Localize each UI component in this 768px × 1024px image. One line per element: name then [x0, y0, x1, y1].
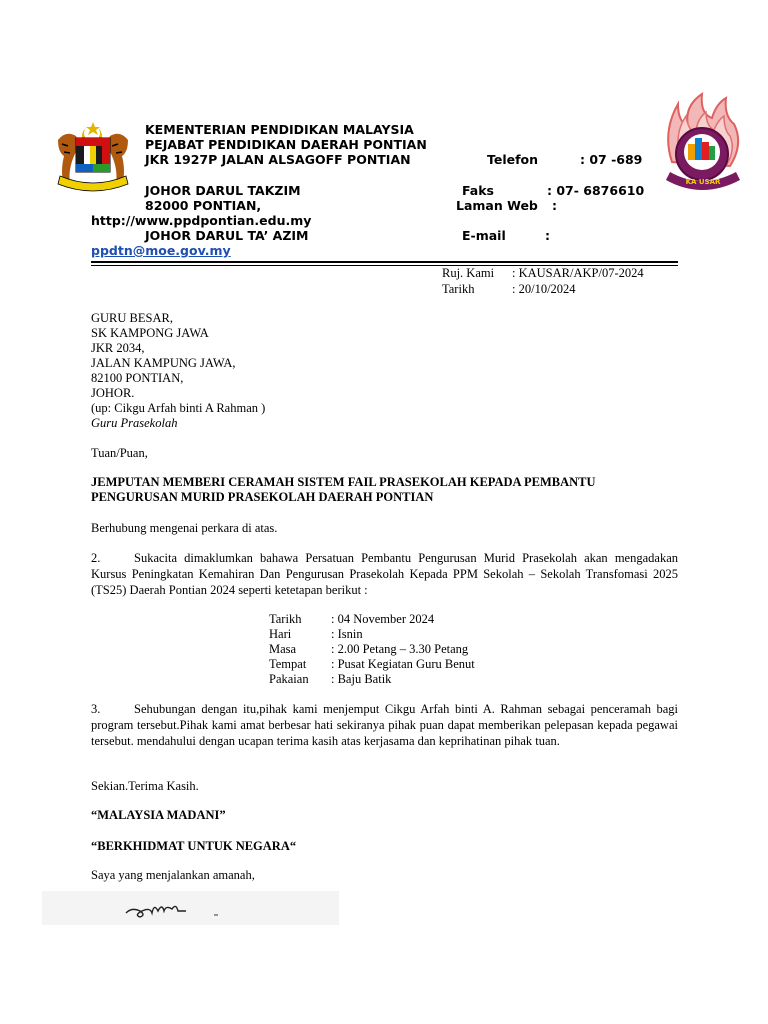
detail-value: : Pusat Kegiatan Guru Benut	[331, 657, 475, 671]
paragraph-2	[91, 550, 678, 598]
ruj-value: : KAUSAR/AKP/07-2024	[512, 266, 644, 280]
subject-line: PENGURUSAN MURID PRASEKOLAH DAERAH PONTIAN	[91, 490, 434, 504]
email-link[interactable]: ppdtn@moe.gov.my	[91, 243, 231, 258]
office-state: JOHOR DARUL TAKZIM	[145, 183, 301, 198]
office-postcode: 82000 PONTIAN,	[145, 198, 262, 213]
coat-of-arms-logo	[52, 120, 134, 192]
detail-row	[269, 672, 391, 687]
office-state-alt: JOHOR DARUL TA’ AZIM	[145, 228, 309, 243]
detail-row	[269, 612, 434, 627]
office-address: JKR 1927P JALAN ALSAGOFF PONTIAN	[145, 152, 411, 167]
detail-value: : 2.00 Petang – 3.30 Petang	[331, 642, 469, 656]
office-name: PEJABAT PENDIDIKAN DAERAH PONTIAN	[145, 137, 427, 152]
tarikh-value: : 20/10/2024	[512, 282, 576, 296]
detail-label: Masa	[269, 642, 297, 656]
recipient-line: GURU BESAR,	[91, 311, 173, 325]
faks-label: Faks	[462, 183, 494, 198]
detail-label: Hari	[269, 627, 292, 641]
detail-label: Pakaian	[269, 672, 309, 686]
letterhead-divider	[91, 261, 678, 263]
recipient-attention: (up: Cikgu Arfah binti A Rahman )	[91, 401, 266, 415]
closing-line: Sekian.Terima Kasih.	[91, 779, 199, 793]
kausar-logo	[660, 92, 744, 200]
paragraph-3-number: 3.	[91, 702, 101, 716]
slogan-berkhidmat: “BERKHIDMAT UNTUK NEGARA“	[91, 839, 297, 853]
sign-off: Saya yang menjalankan amanah,	[91, 868, 255, 882]
ministry-name: KEMENTERIAN PENDIDIKAN MALAYSIA	[145, 122, 414, 137]
detail-value: : 04 November 2024	[331, 612, 435, 626]
recipient-line: JKR 2034,	[91, 341, 145, 355]
recipient-line: SK KAMPONG JAWA	[91, 326, 209, 340]
detail-row	[269, 627, 363, 642]
laman-web-value: :	[552, 198, 557, 213]
signature-area	[42, 891, 339, 925]
paragraph-3	[91, 701, 678, 749]
detail-value: : Isnin	[331, 627, 363, 641]
detail-label: Tempat	[269, 657, 307, 671]
detail-label: Tarikh	[269, 612, 302, 626]
laman-web-label: Laman Web	[456, 198, 538, 213]
telefon-label: Telefon	[487, 152, 539, 167]
recipient-line: JALAN KAMPUNG JAWA,	[91, 356, 236, 370]
handwritten-signature	[42, 891, 339, 925]
detail-row	[269, 642, 468, 657]
detail-value: : Baju Batik	[331, 672, 392, 686]
recipient-line: JOHOR.	[91, 386, 135, 400]
email-label: E-mail	[462, 228, 506, 243]
recipient-line: 82100 PONTIAN,	[91, 371, 184, 385]
subject-line: JEMPUTAN MEMBERI CERAMAH SISTEM FAIL PRASEKOLAH KEPADA PEMBANTU	[91, 475, 596, 489]
detail-row	[269, 657, 475, 672]
salutation: Tuan/Puan,	[91, 446, 148, 460]
opening-line: Berhubung mengenai perkara di atas.	[91, 521, 278, 535]
kausar-logo-text: KA USAR	[685, 178, 721, 186]
tarikh-label: Tarikh	[442, 282, 475, 296]
website-link[interactable]: http://www.ppdpontian.edu.my	[91, 213, 312, 228]
telefon-value: : 07 -689	[580, 152, 643, 167]
faks-value: : 07- 6876610	[547, 183, 645, 198]
paragraph-3-text: Sehubungan dengan itu,pihak kami menjemput Cikgu Arfah binti A. Rahman sebagai penceramah bagi program tersebut.Pihak kami amat berbesar hati sekiranya pihak puan dapat memberikan pelepasan kepada pegawai tersebut. mendahului dengan ucapan terima kasih atas kerjasama dan keprihatinan pihak tuan.	[91, 702, 678, 748]
ruj-label: Ruj. Kami	[442, 266, 495, 280]
recipient-role: Guru Prasekolah	[91, 416, 178, 430]
paragraph-2-text: Sukacita dimaklumkan bahawa Persatuan Pembantu Pengurusan Murid Prasekolah akan mengadakan Kursus Peningkatan Kemahiran Dan Pengurusan Prasekolah Kepada PPM Sekolah – Sekolah Transfomasi 2025 (TS25) Daerah Pontian 2024 seperti ketetapan berikut :	[91, 551, 678, 597]
email-value: :	[545, 228, 550, 243]
paragraph-2-number: 2.	[91, 551, 101, 565]
slogan-madani: “MALAYSIA MADANI”	[91, 808, 226, 822]
